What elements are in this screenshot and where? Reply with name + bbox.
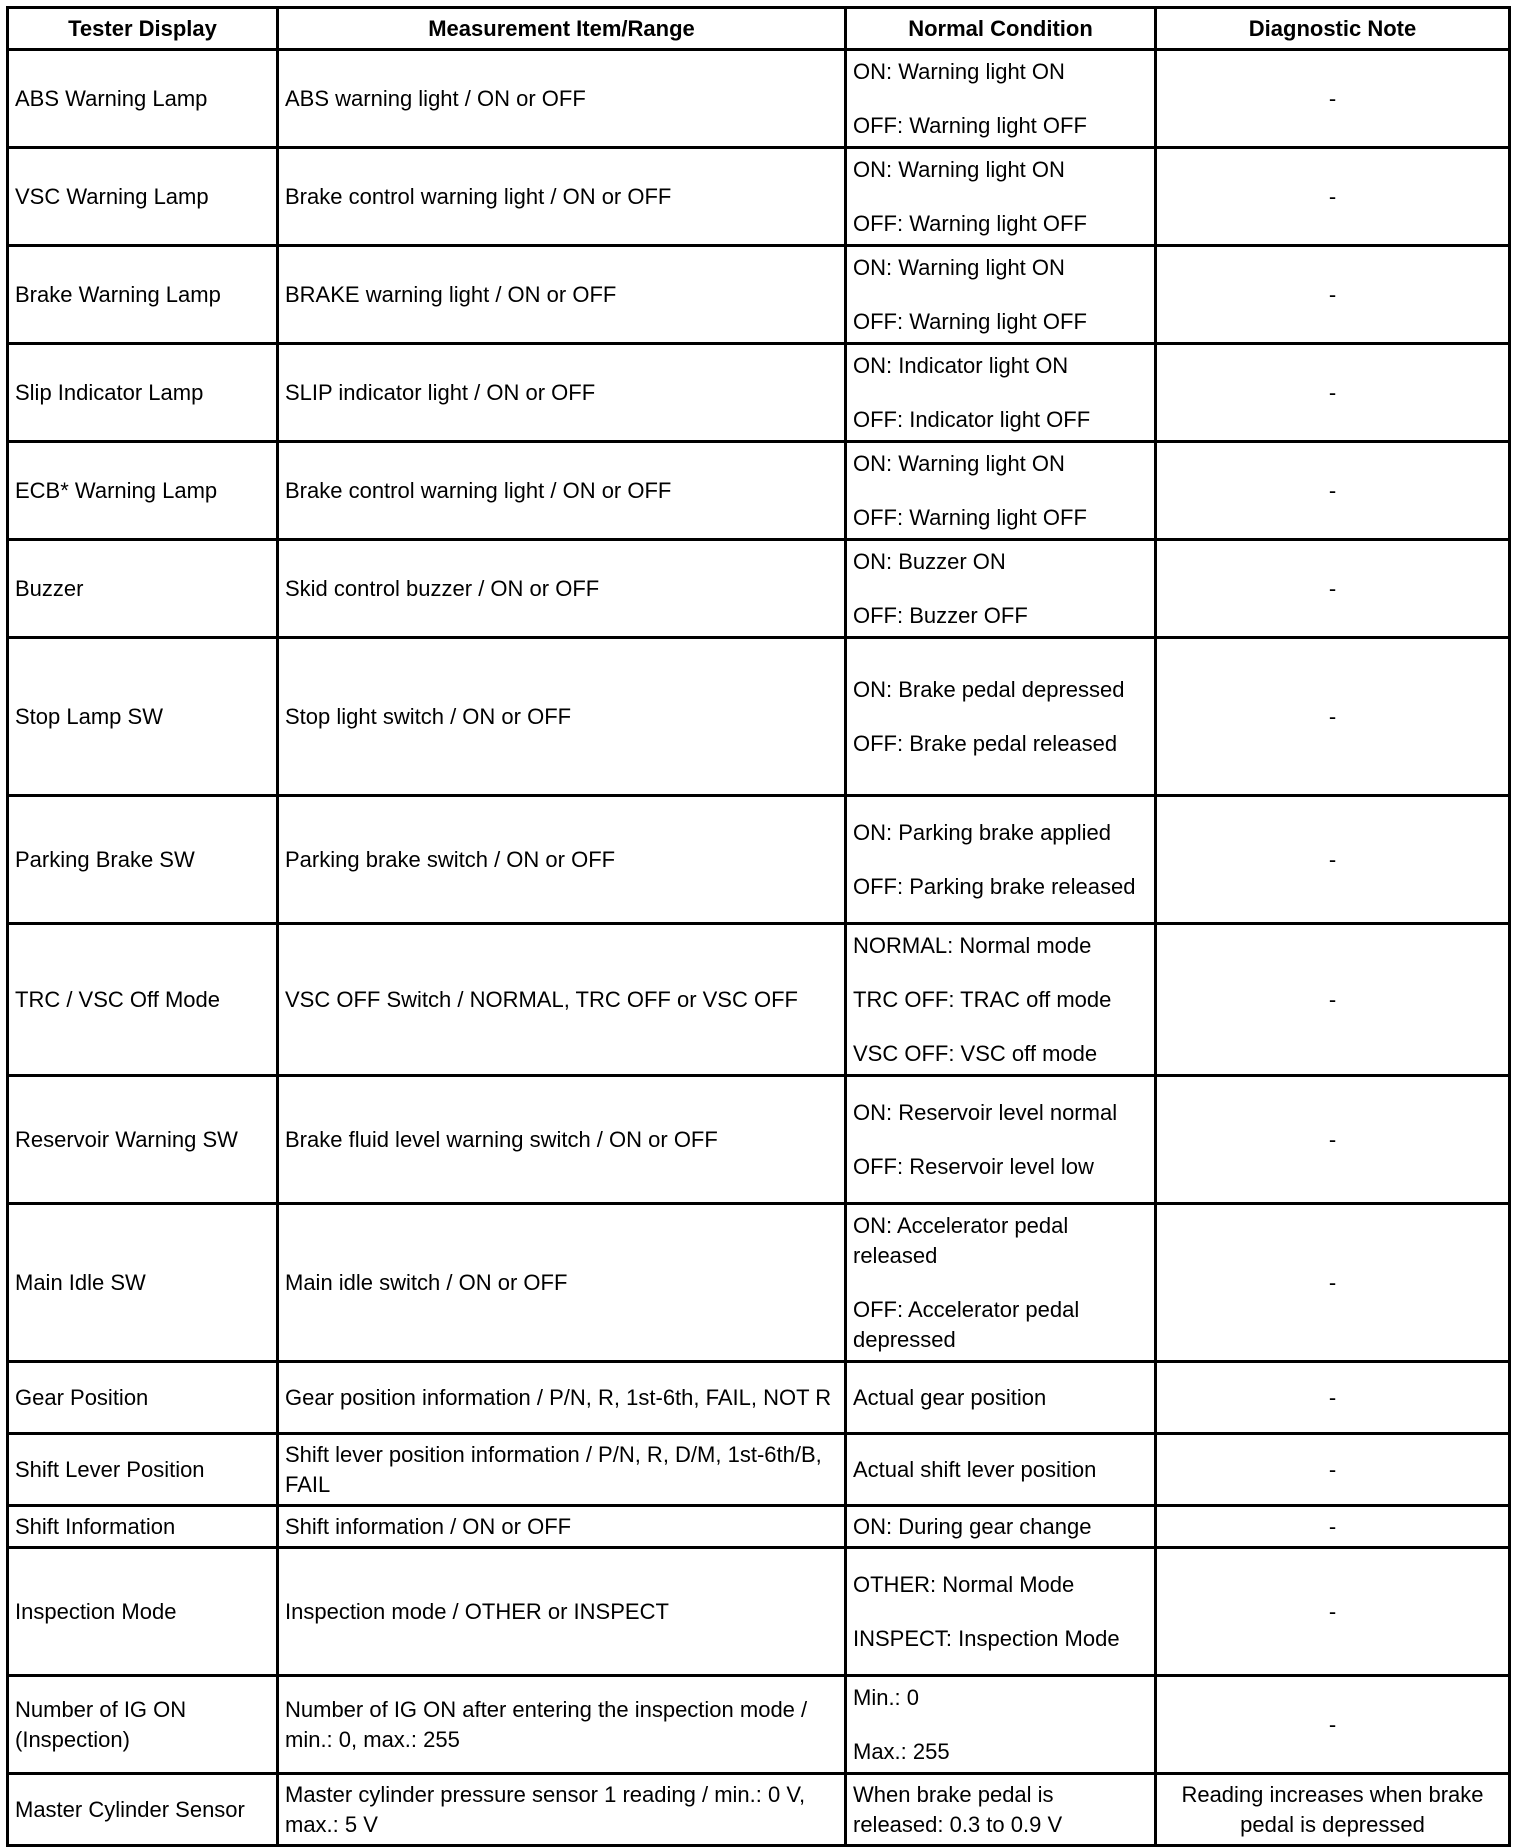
table-body [8, 50, 1510, 1846]
cell-normal-condition [846, 1362, 1156, 1434]
table-row [8, 638, 1510, 796]
cell-diagnostic-note: Reading increases when brake pedal is depressed [1156, 1774, 1510, 1846]
cell-normal-condition [846, 344, 1156, 442]
cell-normal-condition [846, 924, 1156, 1076]
condition-line: OFF: Warning light OFF [853, 112, 1087, 138]
cell-diagnostic-note: - [1156, 50, 1510, 148]
cell-measurement-item: Brake control warning light / ON or OFF [278, 442, 846, 540]
condition-line: OFF: Brake pedal released [853, 730, 1118, 756]
cell-diagnostic-note: - [1156, 924, 1510, 1076]
table-row [8, 540, 1510, 638]
header-diagnostic-note: Diagnostic Note [1156, 8, 1510, 50]
condition-line: ON: Warning light ON [853, 156, 1065, 182]
cell-diagnostic-note: - [1156, 1434, 1510, 1506]
header-row [8, 8, 1510, 50]
condition-line: NORMAL: Normal mode [853, 932, 1092, 958]
cell-measurement-item: Main idle switch / ON or OFF [278, 1204, 846, 1362]
cell-tester-display: Master Cylinder Sensor [8, 1774, 278, 1846]
table-row [8, 1676, 1510, 1774]
condition-line: ON: Buzzer ON [853, 548, 1006, 574]
cell-diagnostic-note: - [1156, 344, 1510, 442]
cell-measurement-item: Gear position information / P/N, R, 1st-6th, FAIL, NOT R [278, 1362, 846, 1434]
header-measurement-item: Measurement Item/Range [278, 8, 846, 50]
condition-line: OFF: Accelerator pedal depressed [853, 1296, 1080, 1352]
table-header [8, 8, 1510, 50]
condition-line: OFF: Reservoir level low [853, 1153, 1094, 1179]
condition-line: Max.: 255 [853, 1738, 950, 1764]
cell-normal-condition [846, 1676, 1156, 1774]
cell-normal-condition [846, 1434, 1156, 1506]
cell-tester-display: Reservoir Warning SW [8, 1076, 278, 1204]
cell-measurement-item: Brake fluid level warning switch / ON or OFF [278, 1076, 846, 1204]
cell-tester-display: Brake Warning Lamp [8, 246, 278, 344]
condition-line: ON: Parking brake applied [853, 819, 1112, 845]
cell-diagnostic-note: - [1156, 1506, 1510, 1548]
condition-line: OTHER: Normal Mode [853, 1571, 1075, 1597]
table-row [8, 1506, 1510, 1548]
condition-line: ON: During gear change [853, 1513, 1092, 1539]
cell-tester-display: Main Idle SW [8, 1204, 278, 1362]
table-row [8, 1204, 1510, 1362]
cell-diagnostic-note: - [1156, 1548, 1510, 1676]
cell-tester-display: Slip Indicator Lamp [8, 344, 278, 442]
condition-line: OFF: Warning light OFF [853, 308, 1087, 334]
condition-line: VSC OFF: VSC off mode [853, 1040, 1098, 1066]
cell-measurement-item: Stop light switch / ON or OFF [278, 638, 846, 796]
cell-normal-condition [846, 246, 1156, 344]
table-row [8, 50, 1510, 148]
cell-diagnostic-note: - [1156, 1362, 1510, 1434]
data-list-table [6, 6, 1511, 1847]
cell-tester-display: Stop Lamp SW [8, 638, 278, 796]
condition-line: OFF: Buzzer OFF [853, 602, 1028, 628]
condition-line: ON: Brake pedal depressed [853, 676, 1125, 702]
cell-diagnostic-note: - [1156, 246, 1510, 344]
table-row [8, 148, 1510, 246]
table-row [8, 924, 1510, 1076]
table-row [8, 1362, 1510, 1434]
condition-line: ON: Warning light ON [853, 58, 1065, 84]
condition-line: ON: Accelerator pedal released [853, 1212, 1069, 1268]
cell-diagnostic-note: - [1156, 1076, 1510, 1204]
condition-line: OFF: Indicator light OFF [853, 406, 1091, 432]
table-row [8, 442, 1510, 540]
cell-measurement-item: Shift lever position information / P/N, R, D/M, 1st-6th/B, FAIL [278, 1434, 846, 1506]
cell-normal-condition [846, 1548, 1156, 1676]
cell-measurement-item: ABS warning light / ON or OFF [278, 50, 846, 148]
table-row [8, 1548, 1510, 1676]
condition-line: ON: Indicator light ON [853, 352, 1069, 378]
cell-measurement-item: Skid control buzzer / ON or OFF [278, 540, 846, 638]
cell-normal-condition [846, 796, 1156, 924]
cell-measurement-item: Number of IG ON after entering the inspection mode / min.: 0, max.: 255 [278, 1676, 846, 1774]
table-row [8, 1774, 1510, 1846]
condition-line: OFF: Warning light OFF [853, 504, 1087, 530]
condition-line: TRC OFF: TRAC off mode [853, 986, 1112, 1012]
cell-normal-condition [846, 1076, 1156, 1204]
table-row [8, 1434, 1510, 1506]
condition-line: INSPECT: Inspection Mode [853, 1625, 1120, 1651]
cell-measurement-item: Brake control warning light / ON or OFF [278, 148, 846, 246]
cell-measurement-item: SLIP indicator light / ON or OFF [278, 344, 846, 442]
cell-tester-display: Buzzer [8, 540, 278, 638]
cell-tester-display: Shift Information [8, 1506, 278, 1548]
cell-normal-condition [846, 1204, 1156, 1362]
cell-normal-condition [846, 540, 1156, 638]
cell-measurement-item: BRAKE warning light / ON or OFF [278, 246, 846, 344]
cell-normal-condition [846, 638, 1156, 796]
cell-tester-display: Parking Brake SW [8, 796, 278, 924]
cell-diagnostic-note: - [1156, 1676, 1510, 1774]
condition-line: When brake pedal is released: 0.3 to 0.9 V [853, 1781, 1063, 1837]
cell-normal-condition [846, 1774, 1156, 1846]
cell-diagnostic-note: - [1156, 148, 1510, 246]
header-tester-display: Tester Display [8, 8, 278, 50]
cell-tester-display: Inspection Mode [8, 1548, 278, 1676]
condition-line: OFF: Warning light OFF [853, 210, 1087, 236]
cell-normal-condition [846, 442, 1156, 540]
condition-line: ON: Warning light ON [853, 450, 1065, 476]
condition-line: Min.: 0 [853, 1684, 920, 1710]
cell-tester-display: ABS Warning Lamp [8, 50, 278, 148]
cell-diagnostic-note: - [1156, 540, 1510, 638]
cell-diagnostic-note: - [1156, 796, 1510, 924]
cell-measurement-item: Shift information / ON or OFF [278, 1506, 846, 1548]
table-row [8, 1076, 1510, 1204]
cell-measurement-item: Parking brake switch / ON or OFF [278, 796, 846, 924]
cell-normal-condition [846, 148, 1156, 246]
table-row [8, 344, 1510, 442]
cell-tester-display: Gear Position [8, 1362, 278, 1434]
cell-measurement-item: VSC OFF Switch / NORMAL, TRC OFF or VSC OFF [278, 924, 846, 1076]
cell-normal-condition [846, 50, 1156, 148]
condition-line: Actual shift lever position [853, 1456, 1097, 1482]
condition-line: ON: Reservoir level normal [853, 1099, 1118, 1125]
cell-diagnostic-note: - [1156, 442, 1510, 540]
cell-tester-display: Shift Lever Position [8, 1434, 278, 1506]
cell-normal-condition [846, 1506, 1156, 1548]
cell-tester-display: ECB* Warning Lamp [8, 442, 278, 540]
cell-diagnostic-note: - [1156, 638, 1510, 796]
cell-diagnostic-note: - [1156, 1204, 1510, 1362]
condition-line: OFF: Parking brake released [853, 873, 1136, 899]
cell-tester-display: VSC Warning Lamp [8, 148, 278, 246]
table-row [8, 246, 1510, 344]
cell-measurement-item: Inspection mode / OTHER or INSPECT [278, 1548, 846, 1676]
condition-line: Actual gear position [853, 1384, 1047, 1410]
condition-line: ON: Warning light ON [853, 254, 1065, 280]
cell-tester-display: Number of IG ON (Inspection) [8, 1676, 278, 1774]
cell-measurement-item: Master cylinder pressure sensor 1 reading / min.: 0 V, max.: 5 V [278, 1774, 846, 1846]
header-normal-condition: Normal Condition [846, 8, 1156, 50]
table-row [8, 796, 1510, 924]
cell-tester-display: TRC / VSC Off Mode [8, 924, 278, 1076]
